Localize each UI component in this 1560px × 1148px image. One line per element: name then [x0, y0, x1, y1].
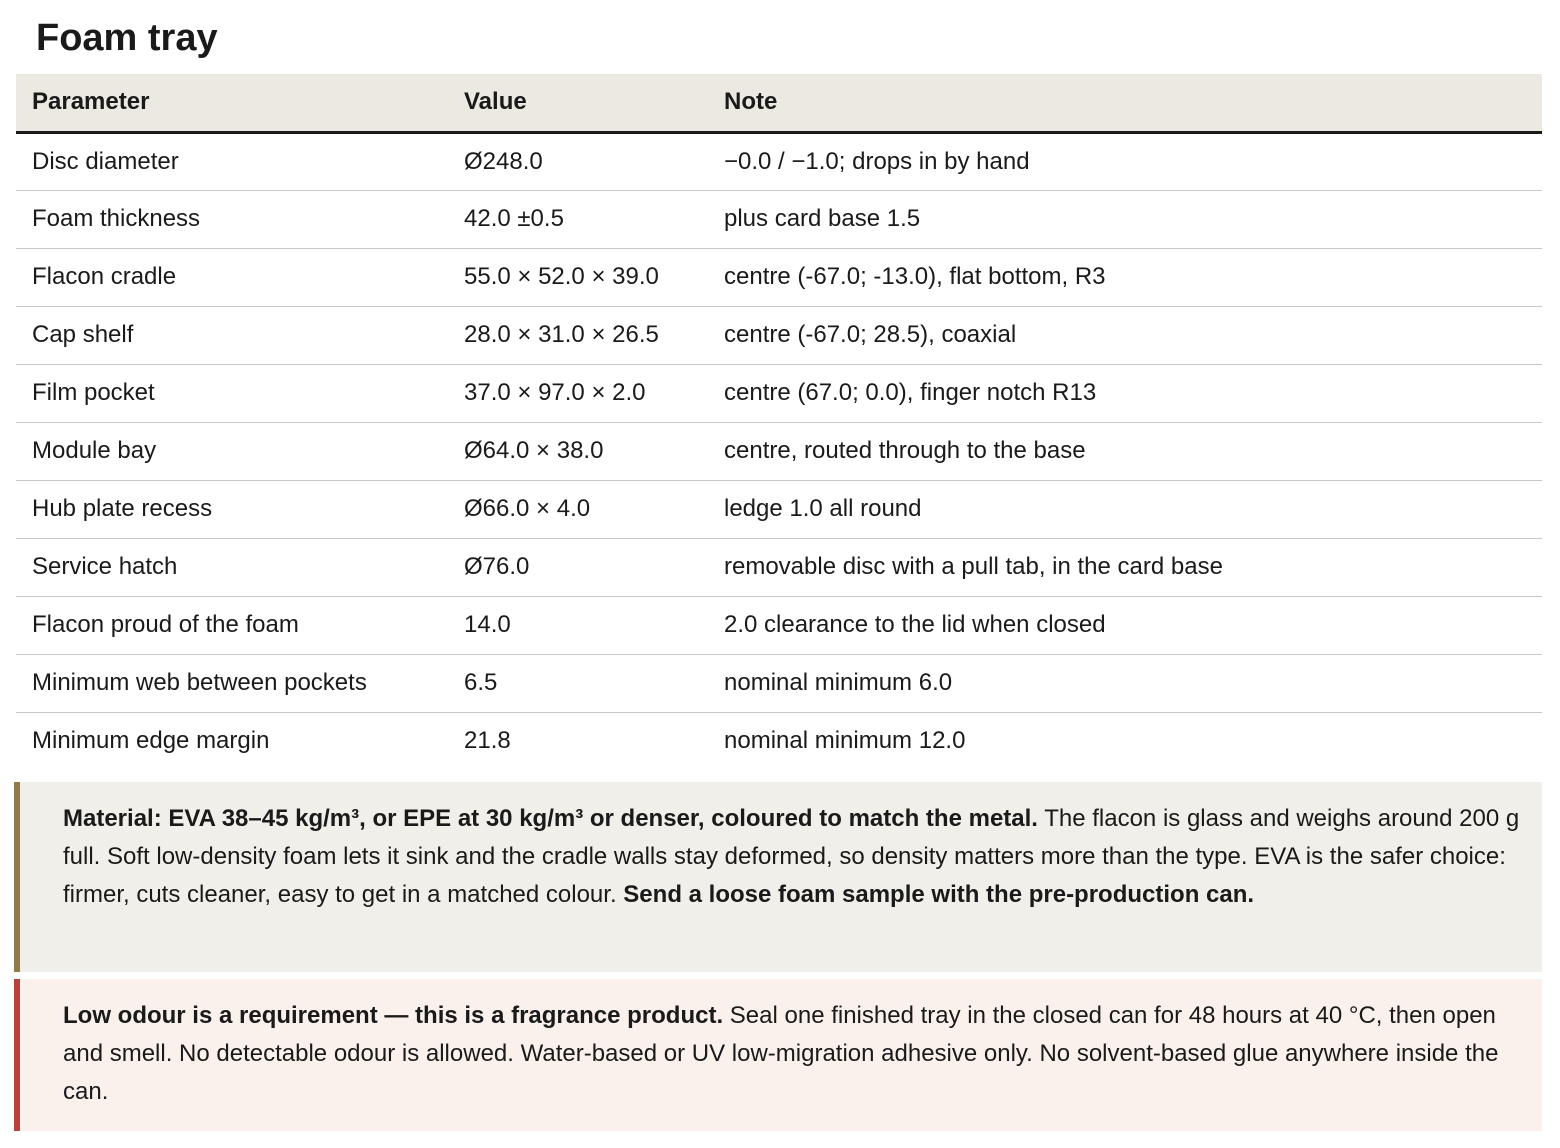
table-row	[16, 480, 1542, 538]
cell-parameter: Hub plate recess	[16, 480, 448, 538]
table-row	[16, 538, 1542, 596]
cell-parameter: Disc diameter	[16, 132, 448, 190]
cell-note: nominal minimum 12.0	[724, 727, 966, 755]
cell-value: 37.0 × 97.0 × 2.0	[448, 364, 708, 422]
cell-note: centre (-67.0; 28.5), coaxial	[708, 306, 1542, 364]
material-callout-body: The flacon is glass and weighs around 200 g full. Soft low-density foam lets it sink and the cradle walls stay deformed, so density matters more than the type. EVA is the safer choice: firmer, cuts cleaner, easy to get in a matched colour.	[63, 805, 1520, 908]
cell-note: nominal minimum 6.0	[708, 654, 1542, 712]
material-callout	[14, 782, 1542, 972]
material-callout-lead: Material: EVA 38–45 kg/m³, or EPE at 30 kg/m³ or denser, coloured to match the metal.	[63, 805, 1038, 832]
table-row	[16, 248, 1542, 306]
table-row	[16, 596, 1542, 654]
cell-parameter: Flacon cradle	[16, 248, 448, 306]
cell-parameter: Cap shelf	[16, 306, 448, 364]
odour-callout-lead: Low odour is a requirement — this is a fragrance product.	[63, 1002, 724, 1029]
odour-callout	[14, 979, 1542, 1131]
page-title: Foam tray	[36, 17, 218, 59]
cell-note: removable disc with a pull tab, in the card base	[708, 538, 1542, 596]
cell-value: Ø64.0 × 38.0	[448, 422, 708, 480]
cell-parameter: Foam thickness	[16, 190, 448, 248]
cell-note: −0.0 / −1.0; drops in by hand	[708, 132, 1542, 190]
material-callout-tail: Send a loose foam sample with the pre-production can.	[623, 881, 1255, 908]
column-header-value: Value	[448, 74, 708, 132]
table-row	[16, 654, 1542, 712]
table-row	[16, 422, 1542, 480]
cell-value: Ø248.0	[448, 132, 708, 190]
cell-value: 14.0	[448, 596, 708, 654]
cell-value: 42.0 ±0.5	[448, 190, 708, 248]
cell-parameter: Service hatch	[16, 538, 448, 596]
table-row	[16, 364, 1542, 422]
cell-value: 28.0 × 31.0 × 26.5	[448, 306, 708, 364]
cell-value: 6.5	[448, 654, 708, 712]
cell-note: centre, routed through to the base	[708, 422, 1542, 480]
cell-value: 21.8	[464, 727, 511, 755]
table-row	[16, 306, 1542, 364]
odour-callout-body: Seal one finished tray in the closed can for 48 hours at 40 °C, then open and smell. No detectable odour is allowed. Water-based or UV low-migration adhesive only. No solvent-based glue anywhere inside the can.	[63, 1002, 1499, 1105]
cell-note: plus card base 1.5	[708, 190, 1542, 248]
cell-value: Ø76.0	[448, 538, 708, 596]
cell-value: Ø66.0 × 4.0	[448, 480, 708, 538]
table-row	[16, 132, 1542, 190]
cell-parameter: Module bay	[16, 422, 448, 480]
cell-note: centre (-67.0; -13.0), flat bottom, R3	[708, 248, 1542, 306]
table-row	[16, 190, 1542, 248]
cell-parameter: Flacon proud of the foam	[16, 596, 448, 654]
cell-parameter: Minimum web between pockets	[16, 654, 448, 712]
table-header-row	[16, 74, 1542, 132]
column-header-parameter: Parameter	[16, 74, 448, 132]
column-header-note: Note	[708, 74, 1542, 132]
cell-note: centre (67.0; 0.0), finger notch R13	[708, 364, 1542, 422]
foam-tray-spec-table	[16, 74, 1542, 770]
cell-note: 2.0 clearance to the lid when closed	[708, 596, 1542, 654]
table-row	[16, 712, 1542, 770]
cell-value: 55.0 × 52.0 × 39.0	[448, 248, 708, 306]
cell-parameter: Film pocket	[16, 364, 448, 422]
cell-parameter: Minimum edge margin	[32, 727, 270, 755]
cell-note: ledge 1.0 all round	[708, 480, 1542, 538]
